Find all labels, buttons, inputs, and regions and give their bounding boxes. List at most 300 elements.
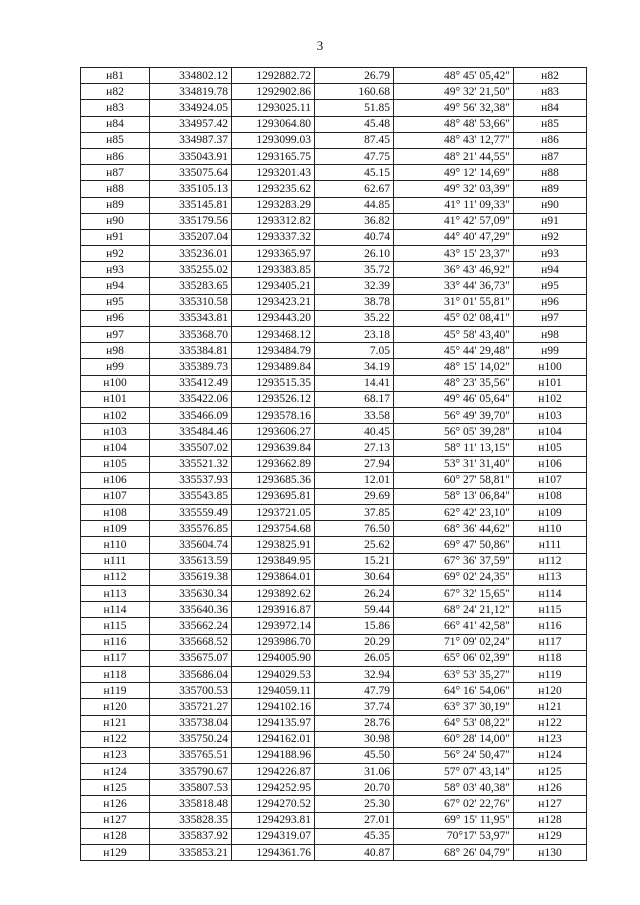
coordinate-x-cell: 335145.81 — [150, 197, 232, 213]
coordinate-y-cell: 1293864.01 — [232, 569, 315, 585]
table-row — [81, 618, 587, 634]
coordinate-x-cell: 335807.53 — [150, 780, 232, 796]
table-row — [81, 407, 587, 423]
coordinate-x-cell: 335700.53 — [150, 683, 232, 699]
table-body — [81, 68, 587, 861]
coordinate-x-cell: 335613.59 — [150, 553, 232, 569]
table-row — [81, 602, 587, 618]
table-row — [81, 553, 587, 569]
coordinate-y-cell: 1292882.72 — [232, 68, 315, 84]
direction-angle-cell: 48° 23' 35,56" — [394, 375, 514, 391]
coordinate-x-cell: 335043.91 — [150, 148, 232, 164]
segment-length-cell: 15.21 — [315, 553, 394, 569]
point-from-cell: н105 — [81, 456, 150, 472]
coordinate-x-cell: 335721.27 — [150, 699, 232, 715]
coordinate-y-cell: 1293526.12 — [232, 391, 315, 407]
coordinate-y-cell: 1293695.81 — [232, 488, 315, 504]
point-to-cell: н115 — [514, 602, 587, 618]
point-to-cell: н85 — [514, 116, 587, 132]
point-from-cell: н110 — [81, 537, 150, 553]
direction-angle-cell: 36° 43' 46,92" — [394, 262, 514, 278]
point-to-cell: н91 — [514, 213, 587, 229]
table-row — [81, 521, 587, 537]
direction-angle-cell: 33° 44' 36,73" — [394, 278, 514, 294]
point-to-cell: н87 — [514, 148, 587, 164]
point-from-cell: н99 — [81, 359, 150, 375]
point-to-cell: н124 — [514, 747, 587, 763]
point-to-cell: н122 — [514, 715, 587, 731]
point-to-cell: н86 — [514, 132, 587, 148]
coordinate-x-cell: 335283.65 — [150, 278, 232, 294]
direction-angle-cell: 48° 48' 53,66" — [394, 116, 514, 132]
segment-length-cell: 27.01 — [315, 812, 394, 828]
table-row — [81, 764, 587, 780]
point-from-cell: н125 — [81, 780, 150, 796]
coordinate-y-cell: 1293892.62 — [232, 586, 315, 602]
direction-angle-cell: 60° 28' 14,00" — [394, 731, 514, 747]
coordinate-y-cell: 1293235.62 — [232, 181, 315, 197]
segment-length-cell: 15.86 — [315, 618, 394, 634]
coordinate-y-cell: 1294270.52 — [232, 796, 315, 812]
segment-length-cell: 68.17 — [315, 391, 394, 407]
segment-length-cell: 47.75 — [315, 148, 394, 164]
point-to-cell: н95 — [514, 278, 587, 294]
point-to-cell: н107 — [514, 472, 587, 488]
segment-length-cell: 45.50 — [315, 747, 394, 763]
coordinate-x-cell: 335422.06 — [150, 391, 232, 407]
table-row — [81, 246, 587, 262]
point-to-cell: н108 — [514, 488, 587, 504]
table-row — [81, 569, 587, 585]
coordinate-x-cell: 335765.51 — [150, 747, 232, 763]
direction-angle-cell: 49° 46' 05,64" — [394, 391, 514, 407]
coordinate-y-cell: 1293099.03 — [232, 132, 315, 148]
direction-angle-cell: 56° 24' 50,47" — [394, 747, 514, 763]
segment-length-cell: 30.98 — [315, 731, 394, 747]
segment-length-cell: 38.78 — [315, 294, 394, 310]
direction-angle-cell: 67° 36' 37,59" — [394, 553, 514, 569]
coordinate-x-cell: 335179.56 — [150, 213, 232, 229]
segment-length-cell: 27.94 — [315, 456, 394, 472]
table-row — [81, 278, 587, 294]
table-row — [81, 440, 587, 456]
point-from-cell: н122 — [81, 731, 150, 747]
direction-angle-cell: 68° 24' 21,12" — [394, 602, 514, 618]
coordinate-y-cell: 1294029.53 — [232, 666, 315, 682]
point-to-cell: н127 — [514, 796, 587, 812]
point-from-cell: н123 — [81, 747, 150, 763]
point-from-cell: н114 — [81, 602, 150, 618]
point-to-cell: н98 — [514, 327, 587, 343]
coordinate-y-cell: 1293484.79 — [232, 343, 315, 359]
point-to-cell: н120 — [514, 683, 587, 699]
segment-length-cell: 20.29 — [315, 634, 394, 650]
direction-angle-cell: 45° 02' 08,41" — [394, 310, 514, 326]
point-from-cell: н87 — [81, 165, 150, 181]
point-from-cell: н112 — [81, 569, 150, 585]
point-to-cell: н94 — [514, 262, 587, 278]
coordinate-y-cell: 1293405.21 — [232, 278, 315, 294]
table-row — [81, 505, 587, 521]
point-to-cell: н125 — [514, 764, 587, 780]
coordinate-y-cell: 1293423.21 — [232, 294, 315, 310]
segment-length-cell: 31.06 — [315, 764, 394, 780]
segment-length-cell: 32.94 — [315, 666, 394, 682]
point-from-cell: н88 — [81, 181, 150, 197]
point-to-cell: н126 — [514, 780, 587, 796]
point-to-cell: н128 — [514, 812, 587, 828]
direction-angle-cell: 71° 09' 02,24" — [394, 634, 514, 650]
point-to-cell: н90 — [514, 197, 587, 213]
point-from-cell: н89 — [81, 197, 150, 213]
coordinate-x-cell: 335790.67 — [150, 764, 232, 780]
coordinate-y-cell: 1293283.29 — [232, 197, 315, 213]
point-to-cell: н82 — [514, 68, 587, 84]
coordinate-y-cell: 1293312.82 — [232, 213, 315, 229]
coordinate-y-cell: 1293064.80 — [232, 116, 315, 132]
point-to-cell: н93 — [514, 246, 587, 262]
coordinate-x-cell: 335668.52 — [150, 634, 232, 650]
coordinate-x-cell: 335818.48 — [150, 796, 232, 812]
coordinate-y-cell: 1294293.81 — [232, 812, 315, 828]
direction-angle-cell: 67° 02' 22,76" — [394, 796, 514, 812]
coordinate-y-cell: 1293916.87 — [232, 602, 315, 618]
segment-length-cell: 62.67 — [315, 181, 394, 197]
segment-length-cell: 26.05 — [315, 650, 394, 666]
point-to-cell: н130 — [514, 845, 587, 861]
direction-angle-cell: 48° 45' 05,42" — [394, 68, 514, 84]
point-from-cell: н90 — [81, 213, 150, 229]
direction-angle-cell: 45° 58' 43,40" — [394, 327, 514, 343]
direction-angle-cell: 58° 03' 40,38" — [394, 780, 514, 796]
direction-angle-cell: 53° 31' 31,40" — [394, 456, 514, 472]
table-row — [81, 375, 587, 391]
table-row — [81, 165, 587, 181]
coordinate-x-cell: 335255.02 — [150, 262, 232, 278]
point-from-cell: н115 — [81, 618, 150, 634]
coordinate-x-cell: 335310.58 — [150, 294, 232, 310]
segment-length-cell: 29.69 — [315, 488, 394, 504]
coordinate-x-cell: 335075.64 — [150, 165, 232, 181]
point-to-cell: н101 — [514, 375, 587, 391]
coordinate-y-cell: 1293025.11 — [232, 100, 315, 116]
point-from-cell: н84 — [81, 116, 150, 132]
coordinate-x-cell: 335837.92 — [150, 828, 232, 844]
point-to-cell: н119 — [514, 666, 587, 682]
point-from-cell: н129 — [81, 845, 150, 861]
coordinate-y-cell: 1294102.16 — [232, 699, 315, 715]
point-from-cell: н97 — [81, 327, 150, 343]
point-to-cell: н92 — [514, 229, 587, 245]
table-row — [81, 391, 587, 407]
direction-angle-cell: 60° 27' 58,81" — [394, 472, 514, 488]
segment-length-cell: 33.58 — [315, 407, 394, 423]
segment-length-cell: 76.50 — [315, 521, 394, 537]
coordinate-y-cell: 1293849.95 — [232, 553, 315, 569]
segment-length-cell: 14.41 — [315, 375, 394, 391]
direction-angle-cell: 67° 32' 15,65" — [394, 586, 514, 602]
coordinate-x-cell: 335559.49 — [150, 505, 232, 521]
table-row — [81, 796, 587, 812]
segment-length-cell: 32.39 — [315, 278, 394, 294]
table-row — [81, 213, 587, 229]
coordinate-x-cell: 335543.85 — [150, 488, 232, 504]
point-from-cell: н118 — [81, 666, 150, 682]
coordinate-y-cell: 1293986.70 — [232, 634, 315, 650]
coordinate-x-cell: 335343.81 — [150, 310, 232, 326]
coordinate-y-cell: 1294188.96 — [232, 747, 315, 763]
table-row — [81, 456, 587, 472]
coordinate-x-cell: 334957.42 — [150, 116, 232, 132]
table-row — [81, 683, 587, 699]
direction-angle-cell: 66° 41' 42,58" — [394, 618, 514, 634]
coordinate-y-cell: 1293721.05 — [232, 505, 315, 521]
direction-angle-cell: 49° 12' 14,69" — [394, 165, 514, 181]
coordinate-x-cell: 335750.24 — [150, 731, 232, 747]
coordinate-x-cell: 335207.04 — [150, 229, 232, 245]
segment-length-cell: 47.79 — [315, 683, 394, 699]
table-row — [81, 100, 587, 116]
direction-angle-cell: 41° 42' 57,09" — [394, 213, 514, 229]
direction-angle-cell: 70°17' 53,97" — [394, 828, 514, 844]
point-to-cell: н89 — [514, 181, 587, 197]
point-from-cell: н102 — [81, 407, 150, 423]
direction-angle-cell: 58° 11' 13,15" — [394, 440, 514, 456]
coordinate-x-cell: 335466.09 — [150, 407, 232, 423]
point-from-cell: н108 — [81, 505, 150, 521]
segment-length-cell: 40.74 — [315, 229, 394, 245]
point-from-cell: н117 — [81, 650, 150, 666]
coordinate-x-cell: 335384.81 — [150, 343, 232, 359]
coordinate-x-cell: 335484.46 — [150, 424, 232, 440]
direction-angle-cell: 44° 40' 47,29" — [394, 229, 514, 245]
segment-length-cell: 40.87 — [315, 845, 394, 861]
direction-angle-cell: 69° 47' 50,86" — [394, 537, 514, 553]
segment-length-cell: 25.30 — [315, 796, 394, 812]
direction-angle-cell: 63° 37' 30,19" — [394, 699, 514, 715]
point-from-cell: н83 — [81, 100, 150, 116]
coordinate-y-cell: 1293754.68 — [232, 521, 315, 537]
segment-length-cell: 45.48 — [315, 116, 394, 132]
coordinate-x-cell: 334802.12 — [150, 68, 232, 84]
coordinate-y-cell: 1293972.14 — [232, 618, 315, 634]
coordinate-x-cell: 335389.73 — [150, 359, 232, 375]
point-from-cell: н86 — [81, 148, 150, 164]
direction-angle-cell: 43° 15' 23,37" — [394, 246, 514, 262]
coordinate-x-cell: 335619.38 — [150, 569, 232, 585]
direction-angle-cell: 64° 16' 54,06" — [394, 683, 514, 699]
coordinate-x-cell: 335662.24 — [150, 618, 232, 634]
point-to-cell: н83 — [514, 84, 587, 100]
point-to-cell: н116 — [514, 618, 587, 634]
point-from-cell: н119 — [81, 683, 150, 699]
segment-length-cell: 37.74 — [315, 699, 394, 715]
point-from-cell: н120 — [81, 699, 150, 715]
point-from-cell: н113 — [81, 586, 150, 602]
coordinate-y-cell: 1293201.43 — [232, 165, 315, 181]
point-to-cell: н103 — [514, 407, 587, 423]
point-from-cell: н106 — [81, 472, 150, 488]
coordinate-y-cell: 1294059.11 — [232, 683, 315, 699]
direction-angle-cell: 41° 11' 09,33" — [394, 197, 514, 213]
direction-angle-cell: 56° 05' 39,28" — [394, 424, 514, 440]
point-from-cell: н121 — [81, 715, 150, 731]
point-from-cell: н107 — [81, 488, 150, 504]
coordinate-x-cell: 335507.02 — [150, 440, 232, 456]
segment-length-cell: 87.45 — [315, 132, 394, 148]
direction-angle-cell: 68° 26' 04,79" — [394, 845, 514, 861]
coordinate-x-cell: 335738.04 — [150, 715, 232, 731]
table-row — [81, 812, 587, 828]
coordinate-y-cell: 1293825.91 — [232, 537, 315, 553]
table-row — [81, 327, 587, 343]
point-from-cell: н95 — [81, 294, 150, 310]
table-row — [81, 472, 587, 488]
table-row — [81, 666, 587, 682]
segment-length-cell: 160.68 — [315, 84, 394, 100]
direction-angle-cell: 69° 02' 24,35" — [394, 569, 514, 585]
point-to-cell: н100 — [514, 359, 587, 375]
table-row — [81, 537, 587, 553]
table-row — [81, 650, 587, 666]
table-row — [81, 488, 587, 504]
coordinate-x-cell: 334987.37 — [150, 132, 232, 148]
segment-length-cell: 28.76 — [315, 715, 394, 731]
point-from-cell: н109 — [81, 521, 150, 537]
point-to-cell: н113 — [514, 569, 587, 585]
direction-angle-cell: 48° 15' 14,02" — [394, 359, 514, 375]
point-from-cell: н126 — [81, 796, 150, 812]
segment-length-cell: 45.35 — [315, 828, 394, 844]
point-to-cell: н96 — [514, 294, 587, 310]
coordinate-x-cell: 335576.85 — [150, 521, 232, 537]
point-to-cell: н104 — [514, 424, 587, 440]
segment-length-cell: 44.85 — [315, 197, 394, 213]
coordinate-y-cell: 1292902.86 — [232, 84, 315, 100]
coordinate-x-cell: 335686.04 — [150, 666, 232, 682]
segment-length-cell: 20.70 — [315, 780, 394, 796]
coordinate-x-cell: 335521.32 — [150, 456, 232, 472]
coordinate-x-cell: 335604.74 — [150, 537, 232, 553]
direction-angle-cell: 62° 42' 23,10" — [394, 505, 514, 521]
point-from-cell: н96 — [81, 310, 150, 326]
segment-length-cell: 35.22 — [315, 310, 394, 326]
coordinate-x-cell: 335105.13 — [150, 181, 232, 197]
coordinate-y-cell: 1293165.75 — [232, 148, 315, 164]
point-to-cell: н111 — [514, 537, 587, 553]
point-to-cell: н129 — [514, 828, 587, 844]
coordinate-y-cell: 1293337.32 — [232, 229, 315, 245]
coordinate-y-cell: 1293515.35 — [232, 375, 315, 391]
direction-angle-cell: 56° 49' 39,70" — [394, 407, 514, 423]
point-to-cell: н110 — [514, 521, 587, 537]
coordinate-y-cell: 1293662.89 — [232, 456, 315, 472]
point-to-cell: н84 — [514, 100, 587, 116]
segment-length-cell: 7.05 — [315, 343, 394, 359]
direction-angle-cell: 64° 53' 08,22" — [394, 715, 514, 731]
point-from-cell: н98 — [81, 343, 150, 359]
direction-angle-cell: 49° 56' 32,38" — [394, 100, 514, 116]
point-from-cell: н82 — [81, 84, 150, 100]
coordinate-y-cell: 1293578.16 — [232, 407, 315, 423]
table-row — [81, 84, 587, 100]
direction-angle-cell: 57° 07' 43,14" — [394, 764, 514, 780]
direction-angle-cell: 58° 13' 06,84" — [394, 488, 514, 504]
table-row — [81, 634, 587, 650]
direction-angle-cell: 48° 21' 44,55" — [394, 148, 514, 164]
coordinate-y-cell: 1294361.76 — [232, 845, 315, 861]
table-row — [81, 359, 587, 375]
coordinate-x-cell: 334924.05 — [150, 100, 232, 116]
segment-length-cell: 36.82 — [315, 213, 394, 229]
table-row — [81, 780, 587, 796]
point-to-cell: н123 — [514, 731, 587, 747]
point-to-cell: н99 — [514, 343, 587, 359]
coordinate-x-cell: 335412.49 — [150, 375, 232, 391]
coordinate-x-cell: 335640.36 — [150, 602, 232, 618]
direction-angle-cell: 31° 01' 55,81" — [394, 294, 514, 310]
point-from-cell: н124 — [81, 764, 150, 780]
table-row — [81, 148, 587, 164]
coordinate-y-cell: 1294319.07 — [232, 828, 315, 844]
point-from-cell: н127 — [81, 812, 150, 828]
point-from-cell: н85 — [81, 132, 150, 148]
coordinate-y-cell: 1294162.01 — [232, 731, 315, 747]
point-from-cell: н116 — [81, 634, 150, 650]
point-to-cell: н117 — [514, 634, 587, 650]
table-row — [81, 68, 587, 84]
table-row — [81, 424, 587, 440]
coordinate-y-cell: 1294226.87 — [232, 764, 315, 780]
segment-length-cell: 35.72 — [315, 262, 394, 278]
segment-length-cell: 26.10 — [315, 246, 394, 262]
point-to-cell: н118 — [514, 650, 587, 666]
segment-length-cell: 26.79 — [315, 68, 394, 84]
point-from-cell: н91 — [81, 229, 150, 245]
point-to-cell: н121 — [514, 699, 587, 715]
point-from-cell: н93 — [81, 262, 150, 278]
coordinate-y-cell: 1294252.95 — [232, 780, 315, 796]
coordinate-y-cell: 1293685.36 — [232, 472, 315, 488]
segment-length-cell: 34.19 — [315, 359, 394, 375]
coordinate-x-cell: 335630.34 — [150, 586, 232, 602]
table-row — [81, 586, 587, 602]
coordinate-y-cell: 1293383.85 — [232, 262, 315, 278]
direction-angle-cell: 65° 06' 02,39" — [394, 650, 514, 666]
table-row — [81, 699, 587, 715]
table-row — [81, 310, 587, 326]
point-from-cell: н128 — [81, 828, 150, 844]
point-to-cell: н106 — [514, 456, 587, 472]
table-row — [81, 715, 587, 731]
segment-length-cell: 45.15 — [315, 165, 394, 181]
point-to-cell: н112 — [514, 553, 587, 569]
segment-length-cell: 27.13 — [315, 440, 394, 456]
point-from-cell: н111 — [81, 553, 150, 569]
direction-angle-cell: 48° 43' 12,77" — [394, 132, 514, 148]
direction-angle-cell: 49° 32' 03,39" — [394, 181, 514, 197]
coordinate-y-cell: 1293639.84 — [232, 440, 315, 456]
point-to-cell: н88 — [514, 165, 587, 181]
boundary-coordinates-table — [80, 67, 587, 861]
point-to-cell: н102 — [514, 391, 587, 407]
coordinate-x-cell: 335828.35 — [150, 812, 232, 828]
point-from-cell: н94 — [81, 278, 150, 294]
point-from-cell: н100 — [81, 375, 150, 391]
table-row — [81, 747, 587, 763]
table-row — [81, 132, 587, 148]
coordinate-x-cell: 335537.93 — [150, 472, 232, 488]
